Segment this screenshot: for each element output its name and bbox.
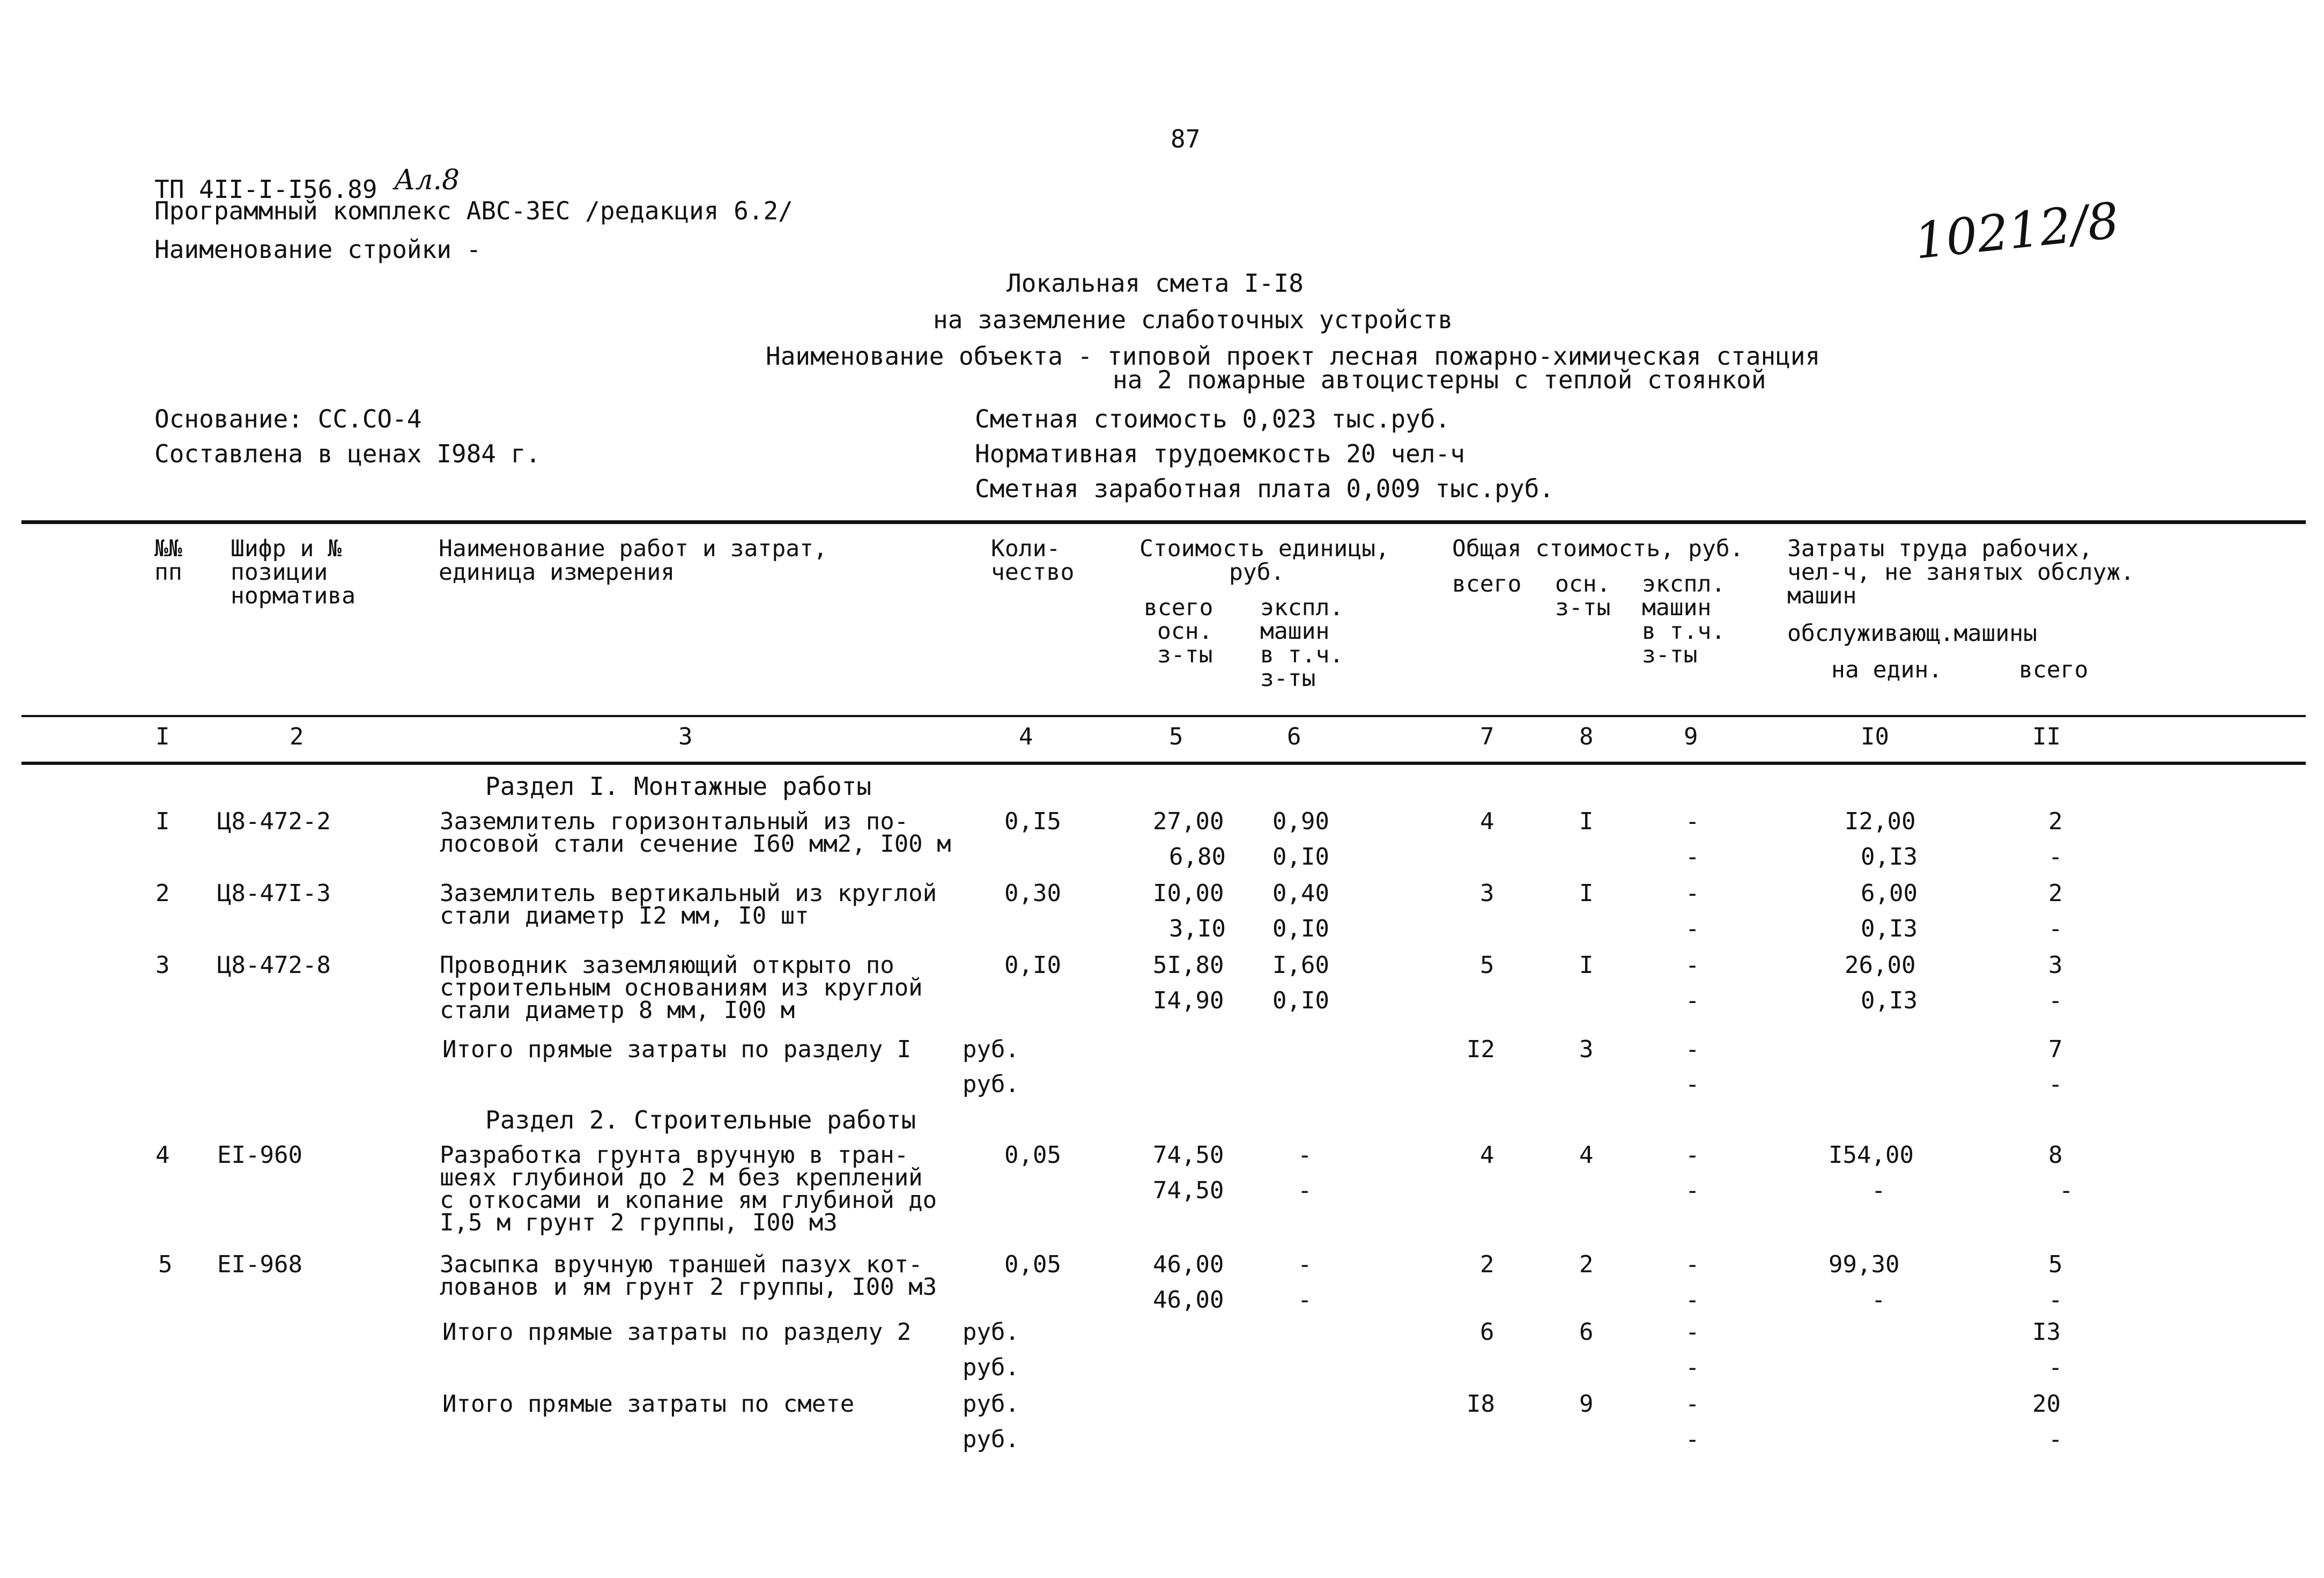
row-unit-machines: 0,40 — [1272, 880, 1329, 907]
header-qty-2: чество — [991, 559, 1075, 586]
row-name-line: Разработка грунта вручную в тран- — [440, 1141, 909, 1169]
basis: Основание: СС.СО-4 — [154, 404, 422, 433]
row-total-wages: 4 — [1579, 1141, 1594, 1169]
total-machines-wages: - — [1685, 1354, 1700, 1381]
row-unit-wages: 6,80 — [1169, 843, 1226, 871]
header-unit-cost-2: руб. — [1229, 559, 1285, 586]
header-code-2: позиции — [231, 559, 328, 586]
colnum-6: 6 — [1287, 723, 1301, 750]
header-labor-1: Затраты труда рабочих, — [1787, 535, 2093, 562]
row-qty: 0,I0 — [1004, 952, 1061, 979]
total-value: I8 — [1467, 1390, 1495, 1418]
row-unit-total: 27,00 — [1153, 808, 1224, 835]
total-wages: 6 — [1579, 1318, 1594, 1346]
row-name-line: шеях глубиной до 2 м без креплений — [440, 1164, 923, 1191]
title-line-1: Локальная смета I-I8 — [1006, 269, 1304, 298]
row-labor-unit: I2,00 — [1845, 808, 1916, 835]
row-name-line: лованов и ям грунт 2 группы, I00 м3 — [440, 1273, 937, 1301]
row-unit-machines-wages: - — [1298, 1286, 1312, 1314]
row-total-wages: I — [1579, 880, 1594, 907]
title-line-4: на 2 пожарные автоцистерны с теплой стоянкой — [1113, 365, 1766, 394]
row-number: 3 — [156, 952, 170, 979]
row-labor-unit-machines: 0,I3 — [1861, 843, 1918, 871]
row-name-line: Проводник заземляющий открыто по — [440, 952, 894, 979]
row-code: EI-968 — [217, 1251, 302, 1278]
row-qty: 0,30 — [1004, 880, 1061, 907]
row-name-line: стали диаметр I2 мм, I0 шт — [440, 902, 809, 930]
row-qty: 0,05 — [1004, 1251, 1061, 1278]
row-name-line: стали диаметр 8 мм, I00 м — [440, 997, 795, 1024]
header-c9-3: в т.ч. — [1642, 618, 1726, 645]
row-number: 2 — [156, 880, 170, 907]
total-machines-wages: - — [1685, 1071, 1700, 1098]
header-name-1: Наименование работ и затрат, — [439, 535, 827, 562]
header-c7: всего — [1452, 571, 1522, 598]
row-total-machines: - — [1685, 880, 1700, 907]
row-labor-total-machines: - — [2048, 1286, 2063, 1314]
total-unit: руб. — [963, 1426, 1019, 1453]
header-c9-1: экспл. — [1642, 571, 1726, 598]
row-total: 4 — [1480, 1141, 1494, 1169]
total-labor-machines: - — [2048, 1426, 2063, 1453]
header-c5-3: з-ты — [1157, 641, 1213, 668]
total-value: 6 — [1480, 1318, 1494, 1346]
row-unit-machines-wages: - — [1298, 1177, 1312, 1204]
row-unit-machines-wages: 0,I0 — [1272, 987, 1329, 1014]
header-labor-sub: обслуживающ.машины — [1787, 620, 2037, 647]
row-total: 3 — [1480, 880, 1494, 907]
header-qty-1: Коли- — [991, 535, 1061, 562]
title-line-3: Наименование объекта - типовой проект лесная пожарно-химическая станция — [766, 342, 1820, 371]
row-total-machines-wages: - — [1685, 1286, 1700, 1314]
row-unit-machines-wages: 0,I0 — [1272, 915, 1329, 942]
total-label: Итого прямые затраты по смете — [442, 1390, 855, 1418]
row-labor-total: 5 — [2048, 1251, 2063, 1278]
total-wages: 9 — [1579, 1390, 1594, 1418]
row-labor-unit: 99,30 — [1829, 1251, 1900, 1278]
row-unit-total: 46,00 — [1153, 1251, 1224, 1278]
header-c8-1: осн. — [1555, 571, 1611, 598]
row-total-wages: 2 — [1579, 1251, 1594, 1278]
row-total-wages: I — [1579, 808, 1594, 835]
row-total-machines-wages: - — [1685, 1177, 1700, 1204]
total-unit: руб. — [963, 1390, 1019, 1418]
colnum-4: 4 — [1019, 723, 1033, 750]
row-labor-unit-machines: 0,I3 — [1861, 987, 1918, 1014]
row-total-machines: - — [1685, 952, 1700, 979]
header-c6-1: экспл. — [1260, 594, 1344, 621]
colnum-5: 5 — [1169, 723, 1183, 750]
row-total-machines-wages: - — [1685, 843, 1700, 871]
price-level: Составлена в ценах I984 г. — [154, 439, 541, 468]
row-code: Ц8-472-8 — [217, 952, 331, 979]
header-c11: всего — [2019, 657, 2089, 683]
header-c6-4: з-ты — [1260, 665, 1316, 692]
row-qty: 0,I5 — [1004, 808, 1061, 835]
header-total-cost: Общая стоимость, руб. — [1452, 535, 1744, 562]
estimated-cost: Сметная стоимость 0,023 тыс.руб. — [975, 404, 1450, 433]
section-title: Раздел I. Монтажные работы — [485, 772, 872, 801]
handwritten-stamp: 10212/8 — [1912, 191, 2122, 270]
row-unit-machines-wages: 0,I0 — [1272, 843, 1329, 871]
row-name-line: Засыпка вручную траншей пазух кот- — [440, 1251, 923, 1278]
colnum-11: II — [2032, 723, 2061, 750]
labor-intensity: Нормативная трудоемкость 20 чел-ч — [975, 439, 1465, 468]
row-name-line: I,5 м грунт 2 группы, I00 м3 — [440, 1209, 838, 1236]
row-total-machines: - — [1685, 1251, 1700, 1278]
header-c6-2: машин — [1260, 618, 1330, 645]
row-number: I — [156, 808, 170, 835]
row-name-line: Заземлитель вертикальный из круглой — [440, 880, 937, 907]
title-line-2: на заземление слаботочных устройств — [933, 305, 1453, 334]
row-qty: 0,05 — [1004, 1141, 1061, 1169]
header-code-3: норматива — [231, 582, 356, 609]
total-machines-wages: - — [1685, 1426, 1700, 1453]
construction-name: Наименование стройки - — [154, 235, 482, 264]
header-rule-1 — [21, 715, 2306, 717]
total-unit: руб. — [963, 1036, 1019, 1063]
row-name-line: строительным основаниям из круглой — [440, 974, 923, 1001]
row-total-machines-wages: - — [1685, 915, 1700, 942]
header-name-2: единица измерения — [439, 559, 675, 586]
row-total-machines: - — [1685, 1141, 1700, 1169]
total-unit: руб. — [963, 1354, 1019, 1381]
colnum-9: 9 — [1684, 723, 1698, 750]
header-c9-4: з-ты — [1642, 641, 1698, 668]
total-labor-machines: - — [2048, 1071, 2063, 1098]
header-c10: на един. — [1831, 657, 1943, 683]
header-c8-2: з-ты — [1555, 594, 1611, 621]
row-total-machines-wages: - — [1685, 987, 1700, 1014]
page-number: 87 — [1171, 124, 1201, 153]
row-total-wages: I — [1579, 952, 1594, 979]
header-c5-2: осн. — [1157, 618, 1213, 645]
total-value: I2 — [1467, 1036, 1495, 1063]
header-code-1: Шифр и № — [231, 535, 342, 562]
header-c9-2: машин — [1642, 594, 1712, 621]
total-machines: - — [1685, 1390, 1700, 1418]
total-wages: 3 — [1579, 1036, 1594, 1063]
row-unit-machines: - — [1298, 1251, 1312, 1278]
estimated-wages: Сметная заработная плата 0,009 тыс.руб. — [975, 474, 1555, 503]
row-labor-unit-machines: - — [1871, 1177, 1886, 1204]
row-code: Ц8-472-2 — [217, 808, 331, 835]
row-number: 4 — [156, 1141, 170, 1169]
row-labor-total: 3 — [2048, 952, 2063, 979]
program-name: Программный комплекс АВС-3ЕС /редакция 6.2/ — [154, 196, 793, 225]
total-machines: - — [1685, 1036, 1700, 1063]
row-labor-total: 8 — [2048, 1141, 2063, 1169]
row-name-line: лосовой стали сечение I60 мм2, I00 м — [440, 830, 951, 858]
total-labor: I3 — [2032, 1318, 2061, 1346]
colnum-1: I — [156, 723, 170, 750]
row-unit-wages: 3,I0 — [1169, 915, 1226, 942]
row-labor-unit: I54,00 — [1829, 1141, 1914, 1169]
header-unit-cost-1: Стоимость единицы, — [1139, 535, 1389, 562]
header-labor-2: чел-ч, не занятых обслуж. — [1787, 559, 2135, 586]
row-labor-unit: 26,00 — [1845, 952, 1916, 979]
total-unit: руб. — [963, 1318, 1019, 1346]
row-unit-machines: - — [1298, 1141, 1312, 1169]
colnum-2: 2 — [290, 723, 304, 750]
colnum-7: 7 — [1480, 723, 1494, 750]
total-labor: 20 — [2032, 1390, 2061, 1418]
row-unit-machines: I,60 — [1272, 952, 1329, 979]
total-labor: 7 — [2048, 1036, 2063, 1063]
row-unit-wages: 46,00 — [1153, 1286, 1224, 1314]
row-total-machines: - — [1685, 808, 1700, 835]
header-c6-3: в т.ч. — [1260, 641, 1344, 668]
total-label: Итого прямые затраты по разделу I — [442, 1036, 912, 1063]
row-labor-total-machines: - — [2048, 843, 2063, 871]
colnum-3: 3 — [678, 723, 693, 750]
header-num-2: пп — [154, 559, 182, 586]
row-labor-unit: 6,00 — [1861, 880, 1918, 907]
table-top-rule — [21, 520, 2306, 524]
row-name-line: с откосами и копание ям глубиной до — [440, 1186, 937, 1214]
row-unit-total: I0,00 — [1153, 880, 1224, 907]
row-labor-total-machines: - — [2048, 915, 2063, 942]
total-machines: - — [1685, 1318, 1700, 1346]
colnum-10: I0 — [1861, 723, 1889, 750]
row-labor-total: 2 — [2048, 808, 2063, 835]
row-labor-total: 2 — [2048, 880, 2063, 907]
row-labor-unit-machines: 0,I3 — [1861, 915, 1918, 942]
row-total: 2 — [1480, 1251, 1494, 1278]
row-labor-unit-machines: - — [1871, 1286, 1886, 1314]
section-title: Раздел 2. Строительные работы — [485, 1105, 916, 1134]
row-unit-total: 5I,80 — [1153, 952, 1224, 979]
total-label: Итого прямые затраты по разделу 2 — [442, 1318, 912, 1346]
header-labor-3: машин — [1787, 582, 1857, 609]
row-number: 5 — [158, 1251, 173, 1278]
row-code: EI-960 — [217, 1141, 302, 1169]
row-unit-wages: 74,50 — [1153, 1177, 1224, 1204]
row-labor-total-machines: - — [2059, 1177, 2074, 1204]
row-unit-total: 74,50 — [1153, 1141, 1224, 1169]
header-c5-1: всего — [1144, 594, 1213, 621]
header-rule-2 — [21, 762, 2306, 765]
total-labor-machines: - — [2048, 1354, 2063, 1381]
header-num-1: №№ — [154, 535, 182, 562]
row-total: 5 — [1480, 952, 1494, 979]
row-code: Ц8-47I-3 — [217, 880, 331, 907]
colnum-8: 8 — [1579, 723, 1594, 750]
document-code: ТП 4II-I-I56.89 — [154, 175, 378, 204]
row-total: 4 — [1480, 808, 1494, 835]
row-unit-machines: 0,90 — [1272, 808, 1329, 835]
row-unit-wages: I4,90 — [1153, 987, 1224, 1014]
total-unit: руб. — [963, 1071, 1019, 1098]
row-name-line: Заземлитель горизонтальный из по- — [440, 808, 909, 835]
handwritten-note: Ал.8 — [394, 164, 460, 196]
row-labor-total-machines: - — [2048, 987, 2063, 1014]
